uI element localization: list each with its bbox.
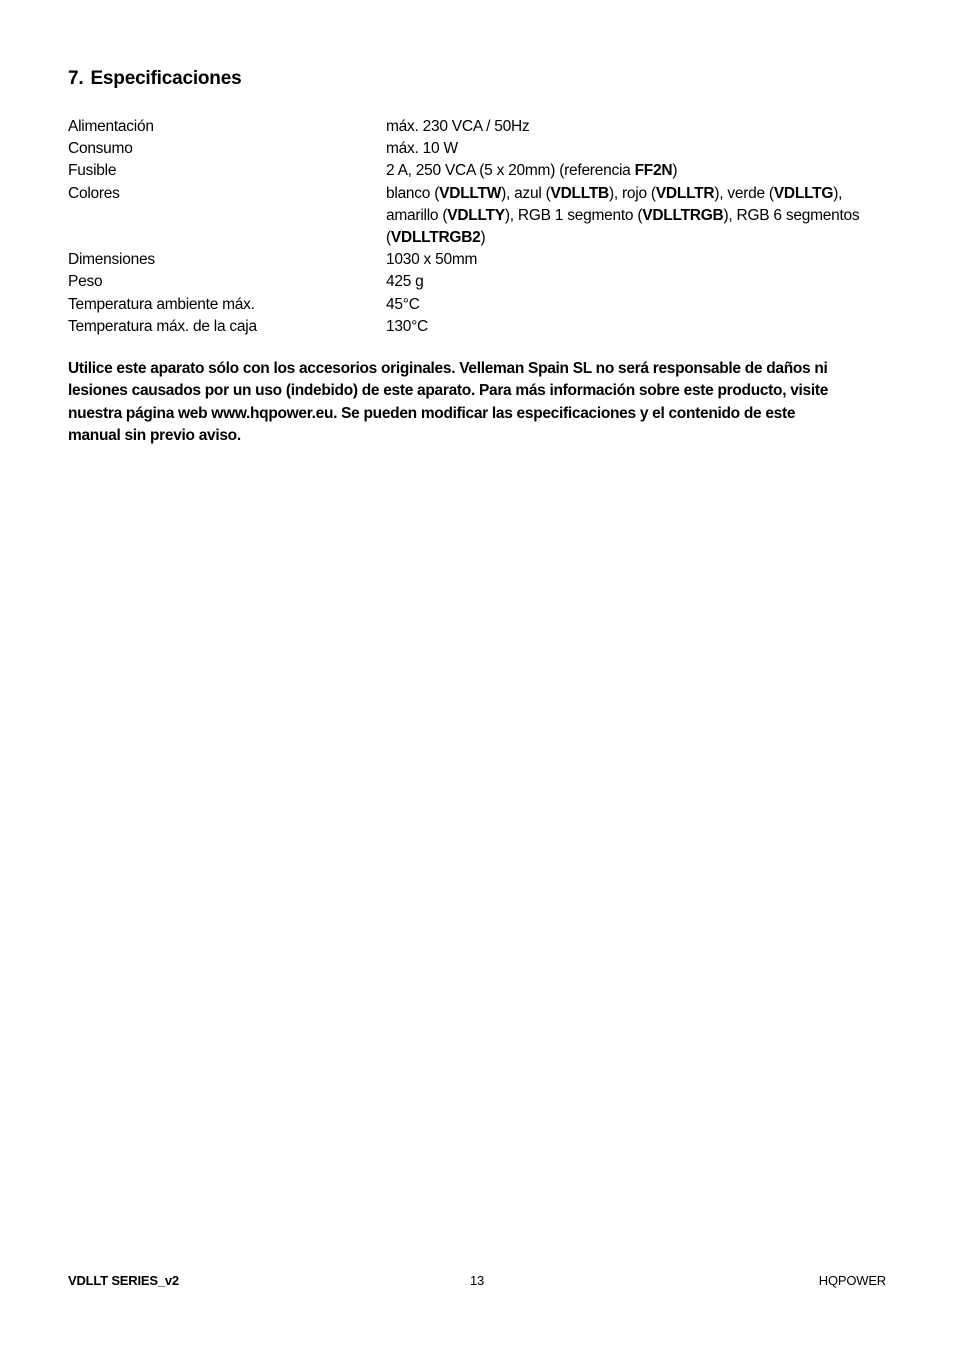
spec-text: ), RGB 1 segmento ( (504, 206, 643, 224)
notice-line: nuestra página web www.hqpower.eu. Se pueden modificar las especificaciones y el contenido de este (68, 404, 796, 422)
spec-label: Colores (68, 184, 120, 202)
spec-text: ), azul ( (501, 184, 551, 202)
spec-row-temperatura-ambiente (68, 294, 898, 316)
spec-text: blanco ( (386, 184, 440, 202)
spec-text: ), verde ( (714, 184, 774, 202)
model-code: VDLLTY (447, 206, 505, 224)
model-code: VDLLTRGB (642, 206, 724, 224)
model-code: VDLLTB (550, 184, 609, 202)
spec-label: Consumo (68, 140, 133, 158)
notice-line: lesiones causados por un uso (indebido) de este aparato. Para más información sobre este producto, visite (68, 382, 829, 400)
spec-text: ), rojo ( (609, 184, 656, 202)
spec-value (386, 160, 898, 182)
spec-text: ) (672, 162, 678, 180)
spec-row-colores (68, 183, 898, 250)
spec-label: Alimentación (68, 118, 154, 135)
spec-value: 1030 x 50mm (386, 251, 478, 269)
spec-value: máx. 230 VCA / 50Hz (386, 118, 530, 135)
spec-row-fusible (68, 160, 898, 182)
spec-value (386, 183, 898, 250)
spec-value: 45°C (386, 295, 420, 313)
notice-line: manual sin previo aviso. (68, 426, 241, 444)
model-code: VDLLTRGB2 (390, 229, 481, 247)
spec-text: ( (386, 229, 391, 247)
section-number: 7. (68, 68, 84, 89)
spec-row-peso (68, 271, 898, 293)
spec-text: 2 A, 250 VCA (5 x 20mm) (referencia (386, 162, 635, 180)
footer-document-id: VDLLT SERIES_v2 (68, 1273, 179, 1288)
spec-text: ) (480, 229, 486, 247)
spec-label: Temperatura máx. de la caja (68, 317, 257, 335)
spec-value-line (386, 183, 898, 205)
footer-brand: HQPOWER (818, 1273, 886, 1288)
spec-label: Fusible (68, 162, 117, 180)
model-code: VDLLTW (439, 184, 502, 202)
spec-row-consumo (68, 138, 898, 160)
model-code: VDLLTR (655, 184, 715, 202)
section-heading (68, 68, 241, 90)
spec-text: ), (833, 184, 843, 202)
spec-value: máx. 10 W (386, 140, 458, 158)
spec-value: 425 g (386, 273, 424, 291)
footer-page-number: 13 (469, 1273, 485, 1288)
spec-label: Peso (68, 273, 103, 291)
spec-text: ), RGB 6 segmentos (723, 206, 860, 224)
spec-row-temperatura-caja (68, 316, 898, 338)
spec-row-dimensiones (68, 249, 898, 271)
spec-label: Dimensiones (68, 251, 155, 269)
spec-value-line (386, 205, 898, 227)
disclaimer-notice (68, 358, 898, 447)
spec-text: amarillo ( (386, 206, 448, 224)
model-code: VDLLTG (773, 184, 834, 202)
specifications-table (68, 116, 898, 338)
spec-value: 130°C (386, 317, 429, 335)
notice-line: Utilice este aparato sólo con los accesorios originales. Velleman Spain SL no será responsable de daños ni (68, 360, 828, 377)
spec-value-line (386, 227, 898, 249)
fuse-reference: FF2N (634, 162, 673, 180)
section-title: Especificaciones (90, 68, 242, 89)
spec-label: Temperatura ambiente máx. (68, 295, 255, 313)
spec-row-alimentacion (68, 116, 898, 138)
